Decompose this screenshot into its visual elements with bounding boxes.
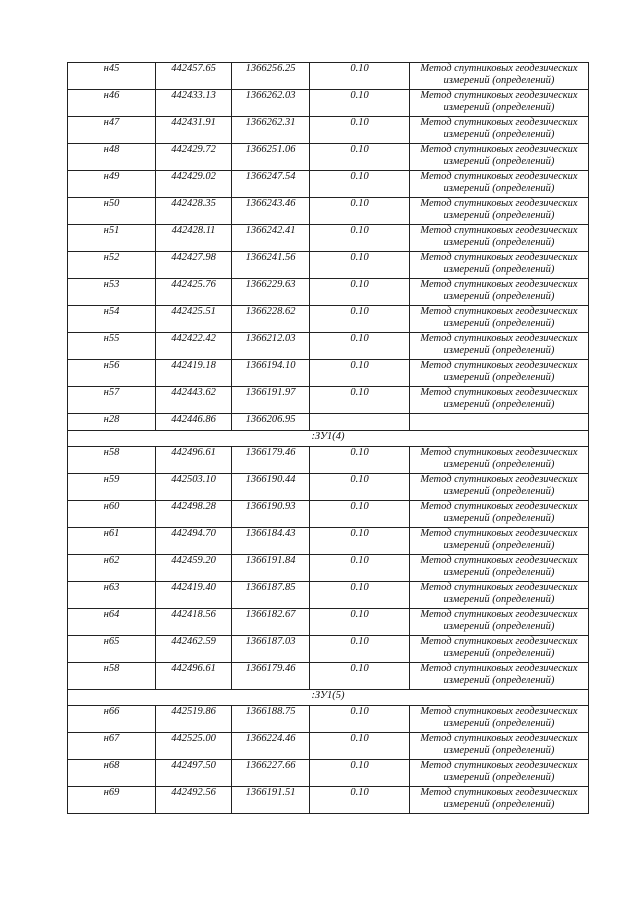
accuracy-cell: 0.10 — [310, 663, 410, 690]
y-coordinate-cell: 1366190.44 — [232, 474, 310, 501]
x-coordinate-cell: 442428.11 — [156, 225, 232, 252]
y-coordinate-cell: 1366179.46 — [232, 447, 310, 474]
y-coordinate-cell: 1366206.95 — [232, 414, 310, 431]
method-cell: Метод спутниковых геодезических измерений (определений) — [410, 609, 589, 636]
x-coordinate-cell: 442422.42 — [156, 333, 232, 360]
table-row — [68, 63, 589, 90]
y-coordinate-cell: 1366224.46 — [232, 733, 310, 760]
coordinates-table — [67, 62, 589, 814]
y-coordinate-cell: 1366187.85 — [232, 582, 310, 609]
point-name-cell: н45 — [68, 63, 156, 90]
accuracy-cell: 0.10 — [310, 90, 410, 117]
x-coordinate-cell: 442519.86 — [156, 706, 232, 733]
table-row — [68, 171, 589, 198]
method-cell: Метод спутниковых геодезических измерений (определений) — [410, 198, 589, 225]
point-name-cell: н46 — [68, 90, 156, 117]
x-coordinate-cell: 442429.02 — [156, 171, 232, 198]
point-name-cell: н64 — [68, 609, 156, 636]
accuracy-cell: 0.10 — [310, 387, 410, 414]
point-name-cell: н69 — [68, 787, 156, 814]
table-row — [68, 387, 589, 414]
x-coordinate-cell: 442525.00 — [156, 733, 232, 760]
method-cell: Метод спутниковых геодезических измерений (определений) — [410, 387, 589, 414]
coordinates-table-body — [68, 63, 589, 814]
accuracy-cell: 0.10 — [310, 333, 410, 360]
y-coordinate-cell: 1366241.56 — [232, 252, 310, 279]
y-coordinate-cell: 1366256.25 — [232, 63, 310, 90]
table-row — [68, 360, 589, 387]
table-row — [68, 414, 589, 431]
accuracy-cell: 0.10 — [310, 528, 410, 555]
table-row — [68, 760, 589, 787]
y-coordinate-cell: 1366251.06 — [232, 144, 310, 171]
accuracy-cell: 0.10 — [310, 733, 410, 760]
table-row — [68, 279, 589, 306]
point-name-cell: н51 — [68, 225, 156, 252]
method-cell: Метод спутниковых геодезических измерений (определений) — [410, 787, 589, 814]
point-name-cell: н66 — [68, 706, 156, 733]
table-row — [68, 447, 589, 474]
x-coordinate-cell: 442425.76 — [156, 279, 232, 306]
x-coordinate-cell: 442429.72 — [156, 144, 232, 171]
y-coordinate-cell: 1366228.62 — [232, 306, 310, 333]
y-coordinate-cell: 1366227.66 — [232, 760, 310, 787]
x-coordinate-cell: 442497.50 — [156, 760, 232, 787]
table-row — [68, 733, 589, 760]
point-name-cell: н65 — [68, 636, 156, 663]
accuracy-cell: 0.10 — [310, 582, 410, 609]
y-coordinate-cell: 1366184.43 — [232, 528, 310, 555]
x-coordinate-cell: 442425.51 — [156, 306, 232, 333]
y-coordinate-cell: 1366242.41 — [232, 225, 310, 252]
method-cell: Метод спутниковых геодезических измерений (определений) — [410, 447, 589, 474]
method-cell: Метод спутниковых геодезических измерений (определений) — [410, 252, 589, 279]
x-coordinate-cell: 442462.59 — [156, 636, 232, 663]
x-coordinate-cell: 442498.28 — [156, 501, 232, 528]
y-coordinate-cell: 1366182.67 — [232, 609, 310, 636]
accuracy-cell: 0.10 — [310, 760, 410, 787]
table-row — [68, 501, 589, 528]
x-coordinate-cell: 442492.56 — [156, 787, 232, 814]
method-cell: Метод спутниковых геодезических измерений (определений) — [410, 117, 589, 144]
table-row — [68, 636, 589, 663]
x-coordinate-cell: 442427.98 — [156, 252, 232, 279]
y-coordinate-cell: 1366247.54 — [232, 171, 310, 198]
point-name-cell: н61 — [68, 528, 156, 555]
x-coordinate-cell: 442459.20 — [156, 555, 232, 582]
y-coordinate-cell: 1366212.03 — [232, 333, 310, 360]
method-cell: Метод спутниковых геодезических измерений (определений) — [410, 63, 589, 90]
y-coordinate-cell: 1366187.03 — [232, 636, 310, 663]
x-coordinate-cell: 442419.18 — [156, 360, 232, 387]
table-row — [68, 609, 589, 636]
accuracy-cell — [310, 414, 410, 431]
table-row — [68, 528, 589, 555]
point-name-cell: н48 — [68, 144, 156, 171]
method-cell: Метод спутниковых геодезических измерений (определений) — [410, 555, 589, 582]
x-coordinate-cell: 442433.13 — [156, 90, 232, 117]
section-header-row — [68, 431, 589, 447]
method-cell: Метод спутниковых геодезических измерений (определений) — [410, 760, 589, 787]
point-name-cell: н52 — [68, 252, 156, 279]
point-name-cell: н54 — [68, 306, 156, 333]
x-coordinate-cell: 442494.70 — [156, 528, 232, 555]
table-row — [68, 117, 589, 144]
method-cell: Метод спутниковых геодезических измерений (определений) — [410, 306, 589, 333]
method-cell: Метод спутниковых геодезических измерений (определений) — [410, 90, 589, 117]
point-name-cell: н58 — [68, 663, 156, 690]
point-name-cell: н56 — [68, 360, 156, 387]
accuracy-cell: 0.10 — [310, 447, 410, 474]
accuracy-cell: 0.10 — [310, 474, 410, 501]
accuracy-cell: 0.10 — [310, 63, 410, 90]
table-row — [68, 555, 589, 582]
point-name-cell: н53 — [68, 279, 156, 306]
x-coordinate-cell: 442431.91 — [156, 117, 232, 144]
method-cell: Метод спутниковых геодезических измерений (определений) — [410, 528, 589, 555]
x-coordinate-cell: 442428.35 — [156, 198, 232, 225]
point-name-cell: н58 — [68, 447, 156, 474]
method-cell: Метод спутниковых геодезических измерений (определений) — [410, 144, 589, 171]
point-name-cell: н50 — [68, 198, 156, 225]
accuracy-cell: 0.10 — [310, 279, 410, 306]
table-row — [68, 144, 589, 171]
table-row — [68, 90, 589, 117]
y-coordinate-cell: 1366188.75 — [232, 706, 310, 733]
method-cell: Метод спутниковых геодезических измерений (определений) — [410, 333, 589, 360]
x-coordinate-cell: 442503.10 — [156, 474, 232, 501]
method-cell: Метод спутниковых геодезических измерений (определений) — [410, 501, 589, 528]
table-row — [68, 787, 589, 814]
point-name-cell: н28 — [68, 414, 156, 431]
accuracy-cell: 0.10 — [310, 252, 410, 279]
point-name-cell: н60 — [68, 501, 156, 528]
accuracy-cell: 0.10 — [310, 171, 410, 198]
method-cell: Метод спутниковых геодезических измерений (определений) — [410, 706, 589, 733]
accuracy-cell: 0.10 — [310, 501, 410, 528]
method-cell: Метод спутниковых геодезических измерений (определений) — [410, 225, 589, 252]
point-name-cell: н68 — [68, 760, 156, 787]
point-name-cell: н62 — [68, 555, 156, 582]
accuracy-cell: 0.10 — [310, 306, 410, 333]
x-coordinate-cell: 442496.61 — [156, 447, 232, 474]
x-coordinate-cell: 442496.61 — [156, 663, 232, 690]
point-name-cell: н55 — [68, 333, 156, 360]
section-header-row — [68, 690, 589, 706]
point-name-cell: н63 — [68, 582, 156, 609]
point-name-cell: н67 — [68, 733, 156, 760]
method-cell: Метод спутниковых геодезических измерений (определений) — [410, 474, 589, 501]
table-row — [68, 333, 589, 360]
y-coordinate-cell: 1366179.46 — [232, 663, 310, 690]
table-row — [68, 474, 589, 501]
y-coordinate-cell: 1366191.97 — [232, 387, 310, 414]
table-row — [68, 198, 589, 225]
y-coordinate-cell: 1366194.10 — [232, 360, 310, 387]
point-name-cell: н57 — [68, 387, 156, 414]
y-coordinate-cell: 1366262.03 — [232, 90, 310, 117]
table-row — [68, 252, 589, 279]
method-cell: Метод спутниковых геодезических измерений (определений) — [410, 279, 589, 306]
method-cell: Метод спутниковых геодезических измерений (определений) — [410, 171, 589, 198]
table-row — [68, 663, 589, 690]
x-coordinate-cell: 442446.86 — [156, 414, 232, 431]
y-coordinate-cell: 1366191.51 — [232, 787, 310, 814]
accuracy-cell: 0.10 — [310, 636, 410, 663]
accuracy-cell: 0.10 — [310, 555, 410, 582]
section-label: :ЗУ1(5) — [68, 690, 589, 706]
accuracy-cell: 0.10 — [310, 360, 410, 387]
method-cell — [410, 414, 589, 431]
table-row — [68, 225, 589, 252]
x-coordinate-cell: 442418.56 — [156, 609, 232, 636]
accuracy-cell: 0.10 — [310, 144, 410, 171]
y-coordinate-cell: 1366229.63 — [232, 279, 310, 306]
accuracy-cell: 0.10 — [310, 198, 410, 225]
x-coordinate-cell: 442419.40 — [156, 582, 232, 609]
x-coordinate-cell: 442443.62 — [156, 387, 232, 414]
method-cell: Метод спутниковых геодезических измерений (определений) — [410, 582, 589, 609]
section-label: :ЗУ1(4) — [68, 431, 589, 447]
accuracy-cell: 0.10 — [310, 787, 410, 814]
point-name-cell: н47 — [68, 117, 156, 144]
accuracy-cell: 0.10 — [310, 706, 410, 733]
x-coordinate-cell: 442457.65 — [156, 63, 232, 90]
method-cell: Метод спутниковых геодезических измерений (определений) — [410, 663, 589, 690]
point-name-cell: н59 — [68, 474, 156, 501]
table-row — [68, 582, 589, 609]
y-coordinate-cell: 1366190.93 — [232, 501, 310, 528]
table-row — [68, 706, 589, 733]
accuracy-cell: 0.10 — [310, 225, 410, 252]
accuracy-cell: 0.10 — [310, 609, 410, 636]
point-name-cell: н49 — [68, 171, 156, 198]
method-cell: Метод спутниковых геодезических измерений (определений) — [410, 636, 589, 663]
table-row — [68, 306, 589, 333]
method-cell: Метод спутниковых геодезических измерений (определений) — [410, 733, 589, 760]
accuracy-cell: 0.10 — [310, 117, 410, 144]
method-cell: Метод спутниковых геодезических измерений (определений) — [410, 360, 589, 387]
y-coordinate-cell: 1366262.31 — [232, 117, 310, 144]
y-coordinate-cell: 1366191.84 — [232, 555, 310, 582]
y-coordinate-cell: 1366243.46 — [232, 198, 310, 225]
